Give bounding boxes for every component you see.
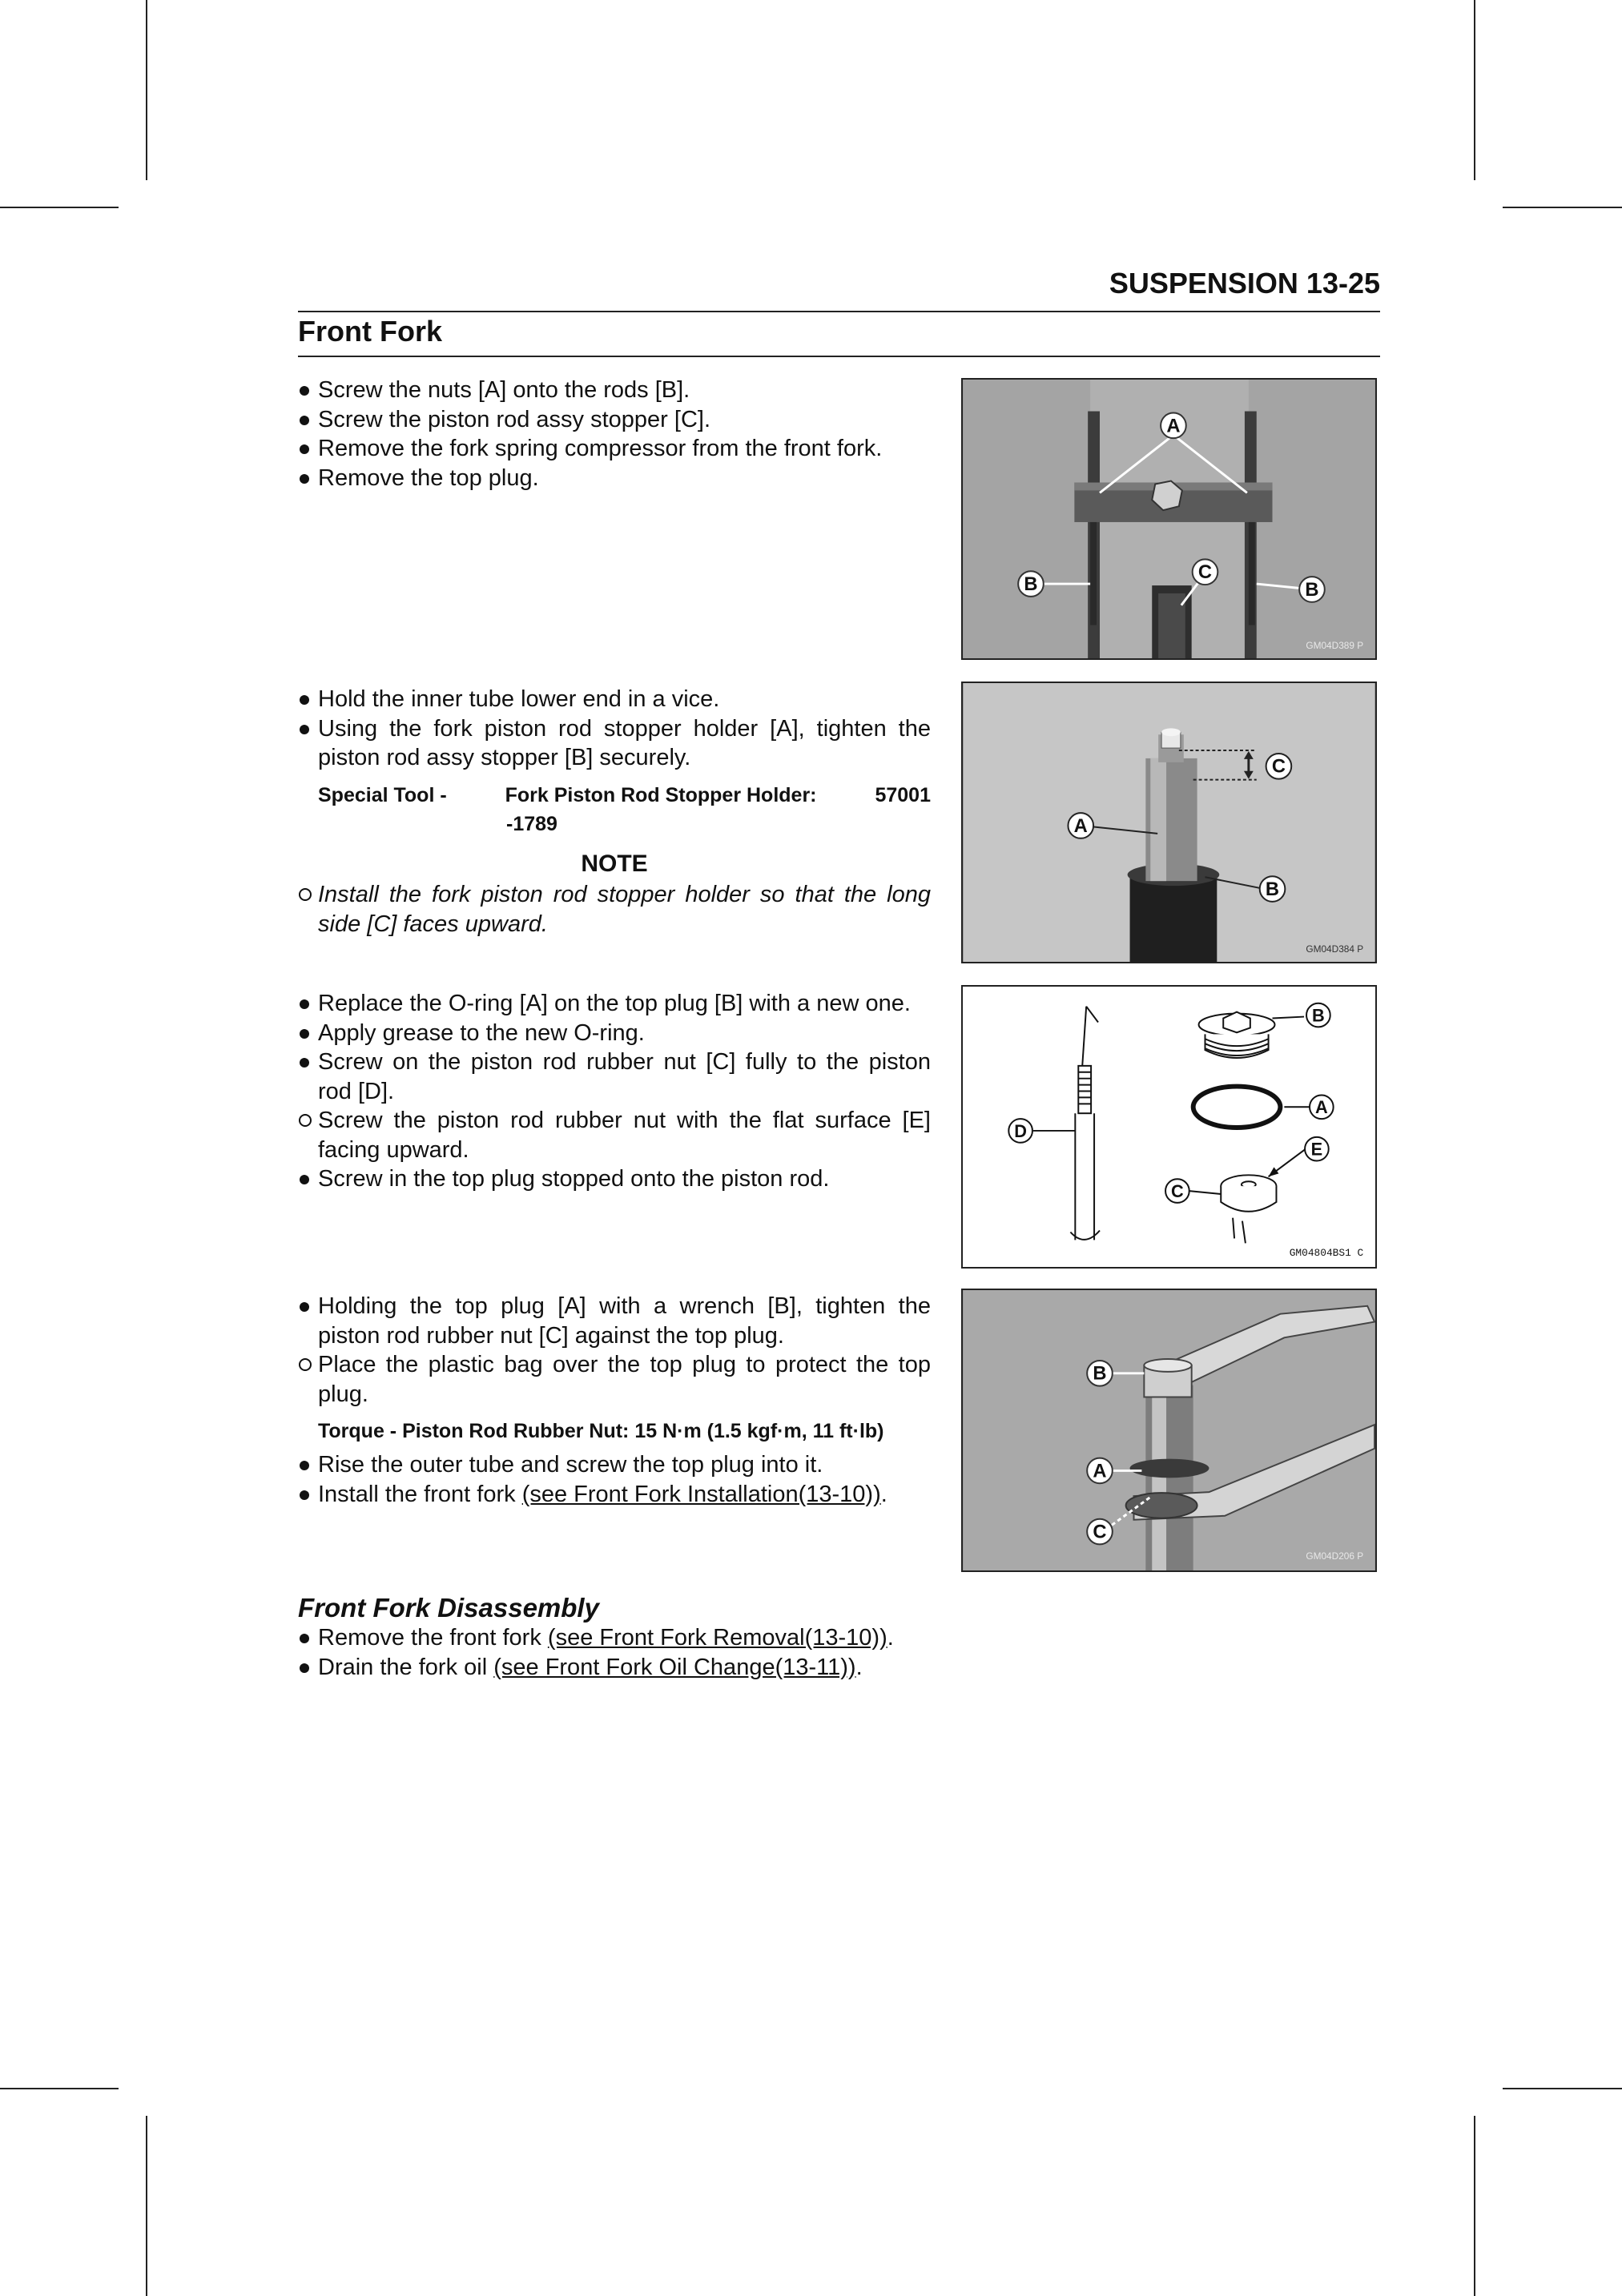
callout-label: B <box>1024 573 1038 595</box>
torque-spec: Torque - Piston Rod Rubber Nut: 15 N·m (1.5 kgf·m, 11 ft·lb) <box>318 1420 884 1442</box>
crop-mark <box>146 0 147 180</box>
removal-link[interactable]: (see Front Fork Removal(13-10)) <box>547 1625 887 1651</box>
bullet-item: Remove the top plug. <box>298 464 931 493</box>
bullet-item: Remove the fork spring compressor from the front fork. <box>298 434 931 464</box>
callout-label: B <box>1093 1363 1107 1385</box>
callout-label: A <box>1166 416 1181 437</box>
special-tool-part: 57001 <box>875 783 931 806</box>
figure-code: GM04804BS1 C <box>1289 1247 1364 1260</box>
note-title: NOTE <box>581 850 648 877</box>
callout-label: C <box>1271 756 1286 778</box>
item-text: Drain the fork oil <box>318 1654 488 1680</box>
wrench-illustration <box>963 1290 1375 1570</box>
special-tool-part-cont: -1789 <box>506 812 557 835</box>
section-rule <box>298 356 1380 357</box>
top-plug-diagram <box>963 987 1375 1267</box>
callout-label: C <box>1093 1522 1107 1543</box>
figure-top-plug-diagram <box>961 985 1377 1269</box>
crop-mark <box>0 207 119 208</box>
page-header-title: SUSPENSION 13-25 <box>1109 267 1380 300</box>
figure-code: GM04D389 P <box>1306 640 1364 652</box>
compressor-illustration <box>963 380 1375 658</box>
crop-mark <box>1503 2088 1622 2089</box>
callout-label: C <box>1197 562 1213 584</box>
sub-item: Screw the piston rod rubber nut with the flat surface [E] facing upward. <box>298 1106 931 1164</box>
bullet-item: Screw in the top plug stopped onto the piston rod. <box>298 1164 931 1194</box>
bullet-item: Screw on the piston rod rubber nut [C] fully to the piston rod [D]. <box>298 1047 931 1106</box>
instructions-block-2 <box>298 685 931 939</box>
callout-label: A <box>1073 815 1088 837</box>
callout-label: D <box>1014 1120 1027 1141</box>
bullet-item: Holding the top plug [A] with a wrench [B], tighten the piston rod rubber nut [C] against the top plug. <box>298 1292 931 1350</box>
bullet-item <box>298 1623 931 1653</box>
bullet-item: Using the fork piston rod stopper holder [A], tighten the piston rod assy stopper [B] securely. <box>298 714 931 773</box>
instructions-block-4 <box>298 1292 931 1509</box>
instructions-block-1 <box>298 376 931 493</box>
crop-mark <box>1474 2116 1475 2296</box>
bullet-item: Hold the inner tube lower end in a vice. <box>298 685 931 714</box>
stopper-illustration <box>963 683 1375 962</box>
special-tool-spec <box>298 781 931 838</box>
crop-mark <box>1474 0 1475 180</box>
bullet-item <box>298 1653 931 1683</box>
instructions-block-3 <box>298 989 931 1194</box>
item-tail: . <box>887 1625 894 1651</box>
callout-label: A <box>1314 1097 1328 1118</box>
special-tool-label: Special Tool - <box>318 783 447 806</box>
item-tail: . <box>855 1654 863 1680</box>
figure-spring-compressor-photo <box>961 378 1377 660</box>
header-rule <box>298 311 1380 312</box>
crop-mark <box>146 2116 147 2296</box>
callout-label: A <box>1093 1461 1107 1482</box>
crop-mark <box>1503 207 1622 208</box>
bullet-item: Replace the O-ring [A] on the top plug [B] with a new one. <box>298 989 931 1019</box>
figure-wrench-photo <box>961 1289 1377 1572</box>
callout-label: B <box>1305 579 1319 601</box>
bullet-item: Rise the outer tube and screw the top plug into it. <box>298 1450 931 1480</box>
special-tool-name: Fork Piston Rod Stopper Holder: <box>505 783 817 806</box>
disassembly-block <box>298 1623 931 1682</box>
installation-link[interactable]: (see Front Fork Installation(13-10)) <box>521 1481 881 1507</box>
subsection-title: Front Fork Disassembly <box>298 1593 599 1622</box>
figure-code: GM04D206 P <box>1306 1550 1364 1562</box>
section-title: Front Fork <box>298 315 442 348</box>
callout-label: B <box>1265 879 1280 900</box>
note-text: Install the fork piston rod stopper holder so that the long side [C] faces upward. <box>298 880 931 939</box>
figure-stopper-holder-photo <box>961 682 1377 963</box>
crop-mark <box>0 2088 119 2089</box>
bullet-item: Screw the piston rod assy stopper [C]. <box>298 405 931 435</box>
item-text: Install the front fork <box>318 1481 516 1507</box>
bullet-item: Apply grease to the new O-ring. <box>298 1019 931 1048</box>
bullet-item <box>298 1480 931 1510</box>
callout-label: C <box>1171 1180 1184 1201</box>
oil-change-link[interactable]: (see Front Fork Oil Change(13-11)) <box>493 1654 856 1680</box>
bullet-item: Screw the nuts [A] onto the rods [B]. <box>298 376 931 405</box>
item-text: Remove the front fork <box>318 1625 541 1651</box>
sub-item: Place the plastic bag over the top plug to protect the top plug. <box>298 1350 931 1409</box>
figure-code: GM04D384 P <box>1306 943 1364 955</box>
item-tail: . <box>880 1481 887 1507</box>
callout-label: E <box>1310 1139 1323 1160</box>
callout-label: B <box>1312 1005 1325 1026</box>
